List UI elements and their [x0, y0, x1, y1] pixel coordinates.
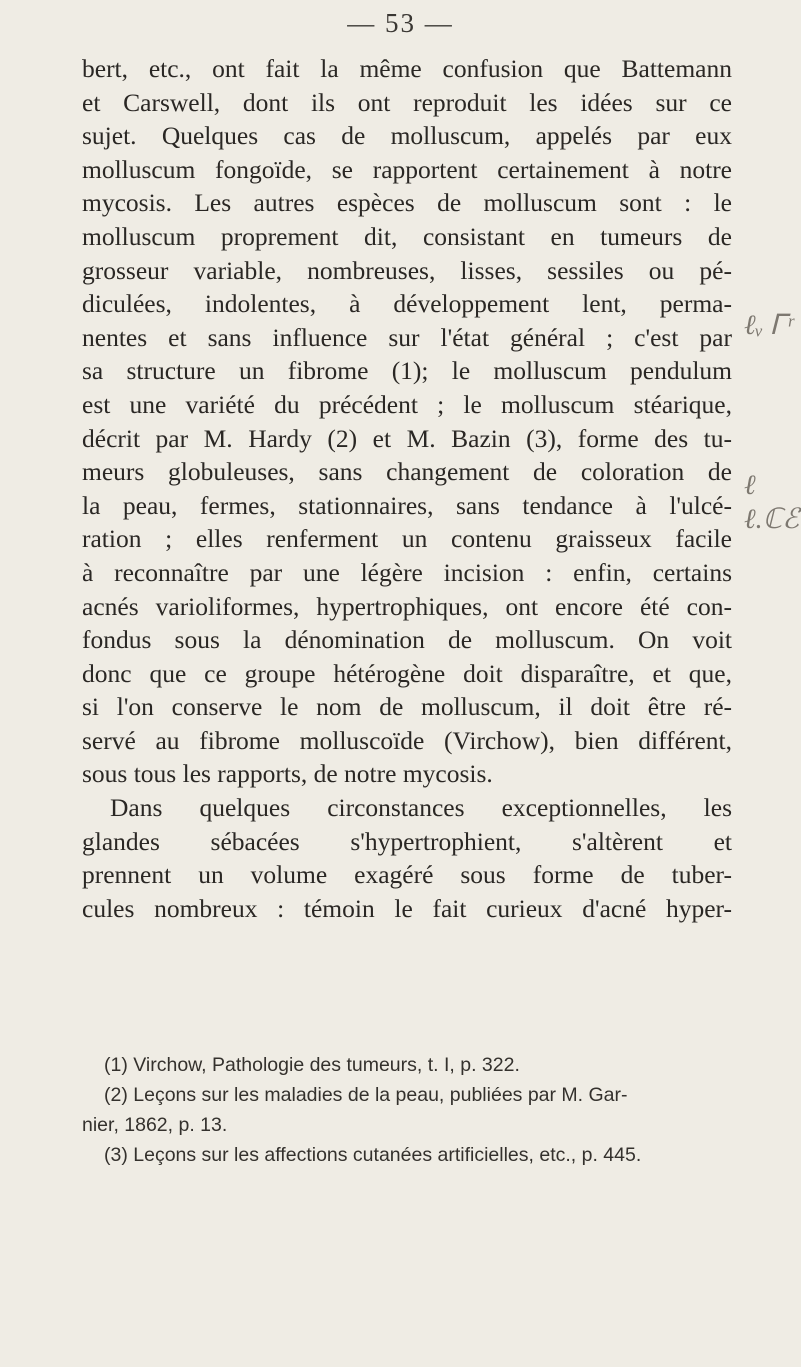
footnote-1: (1) Virchow, Pathologie des tumeurs, t. I, p. 322. [104, 1054, 520, 1076]
body-line-16: à reconnaître par une légère incision : enfin, certains [82, 557, 732, 587]
body-line-25: prennent un volume exagéré sous forme de tuber- [82, 860, 732, 890]
body-line-12: décrit par M. Hardy (2) et M. Bazin (3), forme des tu- [82, 423, 732, 453]
footnotes [82, 1050, 732, 1170]
body-line-26: cules nombreux : témoin le fait curieux d'acné hyper- [82, 893, 732, 923]
body-line-24: glandes sébacées s'hypertrophient, s'altèrent et [82, 826, 732, 856]
footnote-2-continued: nier, 1862, p. 13. [82, 1114, 228, 1136]
footnote-2: (2) Leçons sur les maladies de la peau, publiées par M. Gar- [104, 1084, 628, 1106]
body-line-22: sous tous les rapports, de notre mycosis. [82, 759, 493, 789]
body-line-10: sa structure un fibrome (1); le molluscum pendulum [82, 356, 732, 386]
body-line-23: Dans quelques circonstances exceptionnelles, les [110, 793, 732, 823]
body-line-21: servé au fibrome molluscoïde (Virchow), bien différent, [82, 725, 732, 755]
body-line-14: la peau, fermes, stationnaires, sans tendance à l'ulcé- [82, 490, 732, 520]
body-line-15: ration ; elles renferment un contenu graisseux facile [82, 524, 732, 554]
margin-annotation-2: ℓ ℓ.ℂℰ [744, 470, 800, 535]
body-line-7: grosseur variable, nombreuses, lisses, sessiles ou pé- [82, 255, 732, 285]
body-line-5: mycosis. Les autres espèces de molluscum sont : le [82, 188, 732, 218]
body-line-9: nentes et sans influence sur l'état général ; c'est par [82, 322, 732, 352]
body-line-2: et Carswell, dont ils ont reproduit les idées sur ce [82, 87, 732, 117]
body-line-8: diculées, indolentes, à développement lent, perma- [82, 289, 732, 319]
body-line-13: meurs globuleuses, sans changement de coloration de [82, 457, 732, 487]
body-line-1: bert, etc., ont fait la même confusion que Battemann [82, 54, 732, 83]
body-line-18: fondus sous la dénomination de molluscum. On voit [82, 625, 732, 655]
footnote-3: (3) Leçons sur les affections cutanées artificielles, etc., p. 445. [104, 1144, 642, 1166]
body-line-11: est une variété du précédent ; le molluscum stéarique, [82, 389, 732, 419]
body-line-4: molluscum fongoïde, se rapportent certainement à notre [82, 154, 732, 184]
body-line-17: acnés varioliformes, hypertrophiques, ont encore été con- [82, 591, 732, 621]
body-line-19: donc que ce groupe hétérogène doit disparaître, et que, [82, 658, 732, 688]
margin-annotation-1: ℓᵥ Ꮁʳ [744, 310, 794, 341]
body-line-20: si l'on conserve le nom de molluscum, il doit être ré- [82, 692, 732, 722]
body-line-6: molluscum proprement dit, consistant en tumeurs de [82, 221, 732, 251]
body-line-3: sujet. Quelques cas de molluscum, appelés par eux [82, 121, 732, 151]
body-text [82, 52, 732, 925]
page-number: — 53 — [347, 8, 454, 38]
